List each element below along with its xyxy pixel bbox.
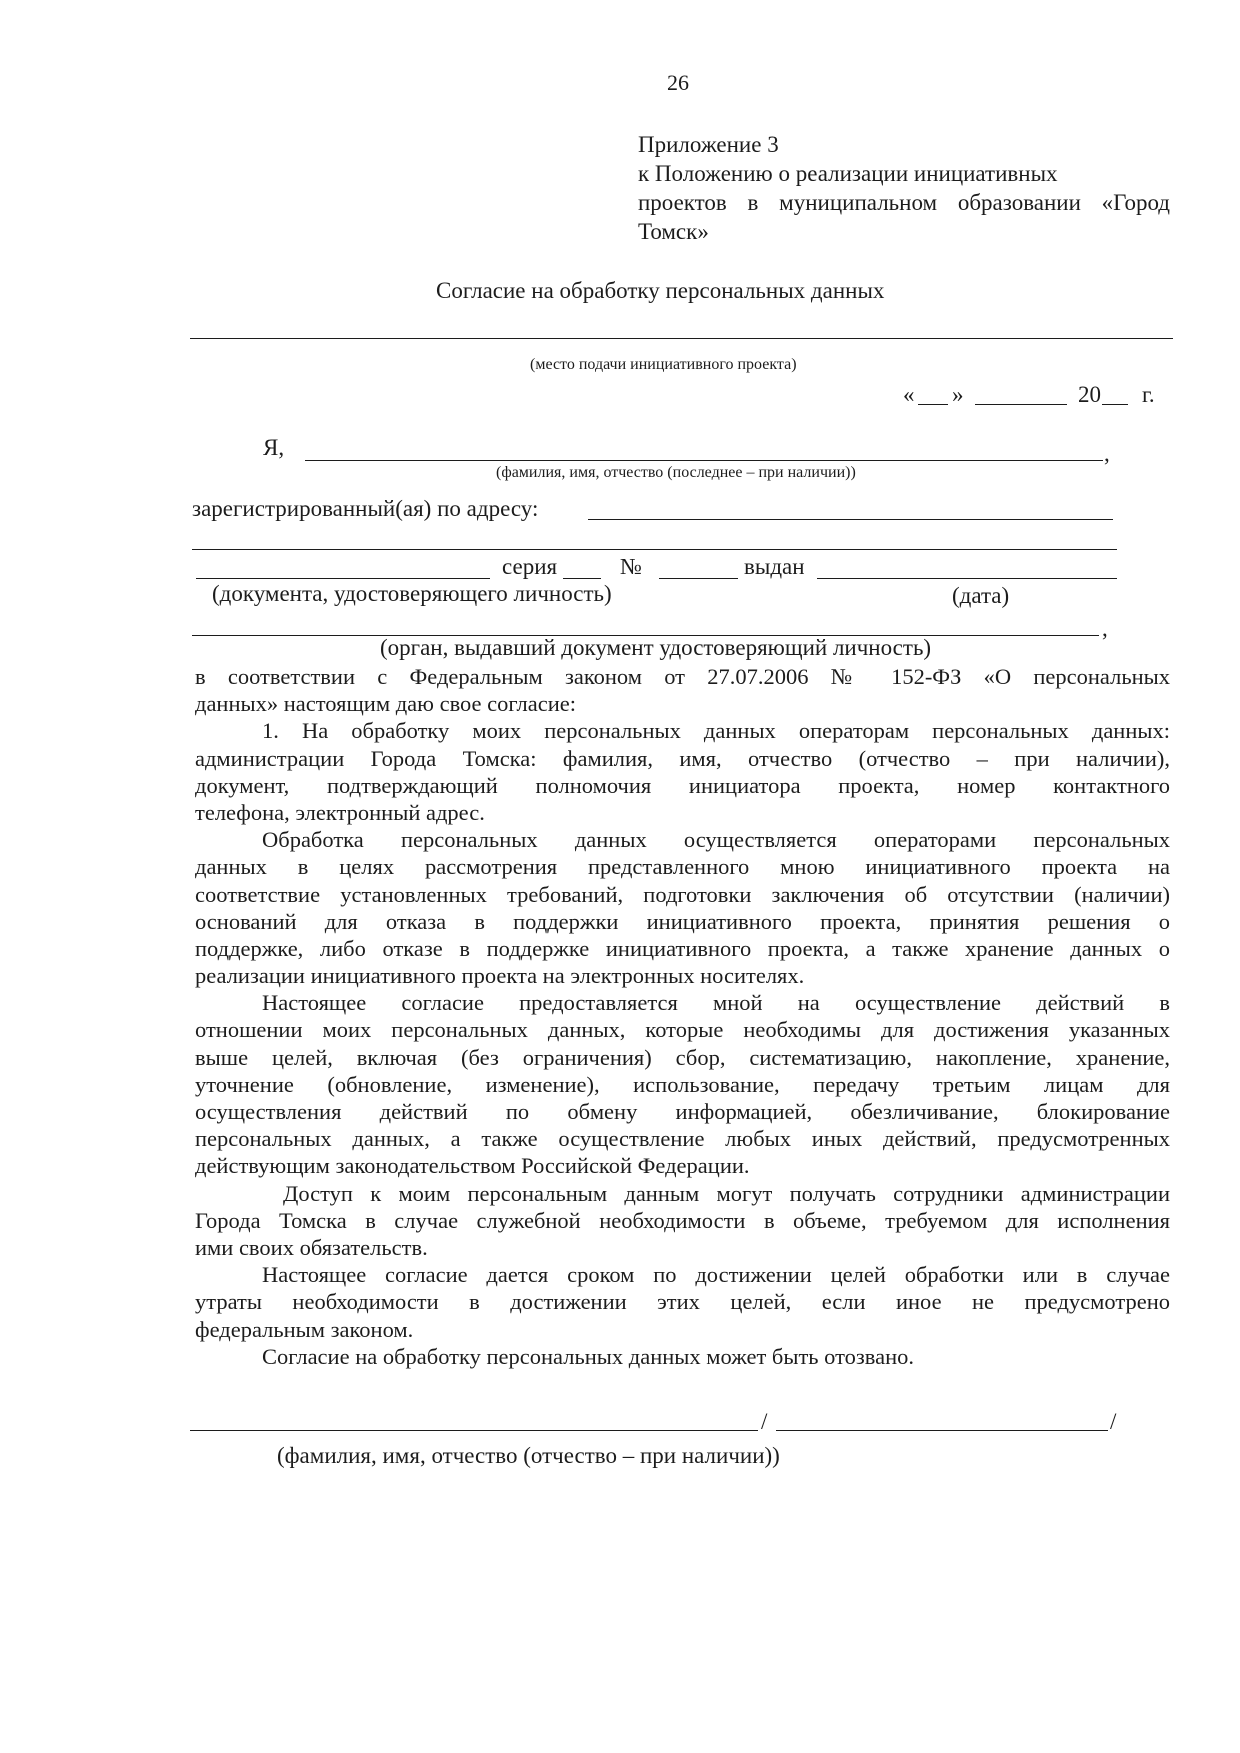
number-label: № <box>620 554 642 579</box>
series-field[interactable] <box>563 578 601 579</box>
paragraph-5-line: утраты необходимости в достижении этих целей, если иное не предусмотрено <box>195 1289 1170 1315</box>
paragraph-2-line: данных в целях рассмотрения представленного мною инициативного проекта на <box>195 854 1170 880</box>
address-field-line[interactable] <box>588 519 1113 520</box>
date-year-prefix: 20 <box>1078 382 1101 407</box>
appendix-line: Приложение 3 <box>638 132 779 157</box>
organ-suffix: , <box>1102 616 1108 641</box>
paragraph-4-line: ими своих обязательств. <box>195 1234 428 1260</box>
paragraph-5-line: федеральным законом. <box>195 1316 414 1342</box>
paragraph-3-line: Настоящее согласие предоставляется мной на осуществление действий в <box>262 990 1170 1016</box>
organ-caption: (орган, выдавший документ удостоверяющий личность) <box>380 635 932 660</box>
fio-field-line[interactable] <box>305 460 1103 461</box>
body-line: данных» настоящим даю свое согласие: <box>195 691 576 717</box>
place-field-line[interactable] <box>190 338 1173 339</box>
paragraph-3-line: уточнение (обновление, изменение), использование, передачу третьим лицам для <box>195 1071 1170 1097</box>
document-type-field[interactable] <box>196 578 490 579</box>
signature-slash: / <box>761 1409 768 1434</box>
paragraph-1-line: документ, подтверждающий полномочия инициатора проекта, номер контактного <box>195 772 1170 798</box>
paragraph-1-line: телефона, электронный адрес. <box>195 799 485 825</box>
paragraph-2-line: Обработка персональных данных осуществляется операторами персональных <box>262 827 1170 853</box>
fio-caption: (фамилия, имя, отчество (последнее – при наличии)) <box>496 464 856 481</box>
paragraph-3-line: персональных данных, а также осуществление любых иных действий, предусмотренных <box>195 1126 1170 1152</box>
page-number: 26 <box>667 70 689 95</box>
fio-prefix: Я, <box>263 435 285 460</box>
appendix-line: проектов в муниципальном образовании «Город <box>638 190 1170 215</box>
fio-suffix: , <box>1104 441 1110 466</box>
paragraph-6-line: Согласие на обработку персональных данных может быть отозвано. <box>262 1343 915 1369</box>
series-label: серия <box>502 554 558 579</box>
paragraph-1-line: 1. На обработку моих персональных данных операторам персональных данных: <box>262 718 1170 744</box>
paragraph-2-line: поддержке, либо отказе в поддержке инициативного проекта, а также хранение данных о <box>195 935 1170 961</box>
appendix-line: к Положению о реализации инициативных <box>638 161 1058 186</box>
paragraph-4-line: Города Томска в случае служебной необходимости в объеме, требуемом для исполнения <box>195 1207 1170 1233</box>
address-label: зарегистрированный(ая) по адресу: <box>192 496 539 521</box>
place-caption: (место подачи инициативного проекта) <box>530 356 797 373</box>
issued-date-field[interactable] <box>817 578 1117 579</box>
paragraph-3-line: действующим законодательством Российской Федерации. <box>195 1153 750 1179</box>
number-field[interactable] <box>659 578 738 579</box>
paragraph-5-line: Настоящее согласие дается сроком по достижении целей обработки или в случае <box>262 1262 1170 1288</box>
signature-fio-field[interactable] <box>190 1430 758 1431</box>
date-close-quote: » <box>952 382 964 407</box>
appendix-block <box>638 130 1170 246</box>
appendix-line: Томск» <box>638 219 709 244</box>
paragraph-4-line: Доступ к моим персональным данным могут получать сотрудники администрации <box>283 1180 1170 1206</box>
date-caption: (дата) <box>952 583 1010 608</box>
paragraph-2-line: оснований для отказа в поддержки инициативного проекта, принятия решения о <box>195 908 1170 934</box>
paragraph-1-line: администрации Города Томска: фамилия, имя, отчество (отчество – при наличии), <box>195 745 1170 771</box>
signature-caption: (фамилия, имя, отчество (отчество – при наличии)) <box>277 1443 780 1468</box>
date-day-field[interactable] <box>918 404 948 405</box>
date-month-field[interactable] <box>975 404 1067 405</box>
consent-body <box>195 663 1170 1370</box>
paragraph-2-line: соответствие установленных требований, подготовки заключения об отсутствии (наличии) <box>195 881 1170 907</box>
signature-slash-end: / <box>1110 1409 1117 1434</box>
paragraph-2-line: реализации инициативного проекта на электронных носителях. <box>195 963 805 989</box>
paragraph-3-line: осуществления действий по обмену информацией, обезличивание, блокирование <box>195 1099 1170 1124</box>
date-open-quote: « <box>903 382 915 407</box>
signature-field[interactable] <box>776 1430 1108 1431</box>
issued-label: выдан <box>744 554 805 579</box>
date-year-suffix: г. <box>1142 382 1155 407</box>
address-field-line-2[interactable] <box>192 549 1117 550</box>
document-title: Согласие на обработку персональных данных <box>436 278 885 303</box>
date-year-field[interactable] <box>1102 404 1128 405</box>
document-caption: (документа, удостоверяющего личность) <box>212 581 612 606</box>
body-line: в соответствии с Федеральным законом от 27.07.2006 № 152-ФЗ «О персональных <box>195 664 1170 689</box>
paragraph-3-line: выше целей, включая (без ограничения) сбор, систематизацию, накопление, хранение, <box>195 1044 1170 1070</box>
paragraph-3-line: отношении моих персональных данных, которые необходимы для достижения указанных <box>195 1017 1170 1043</box>
